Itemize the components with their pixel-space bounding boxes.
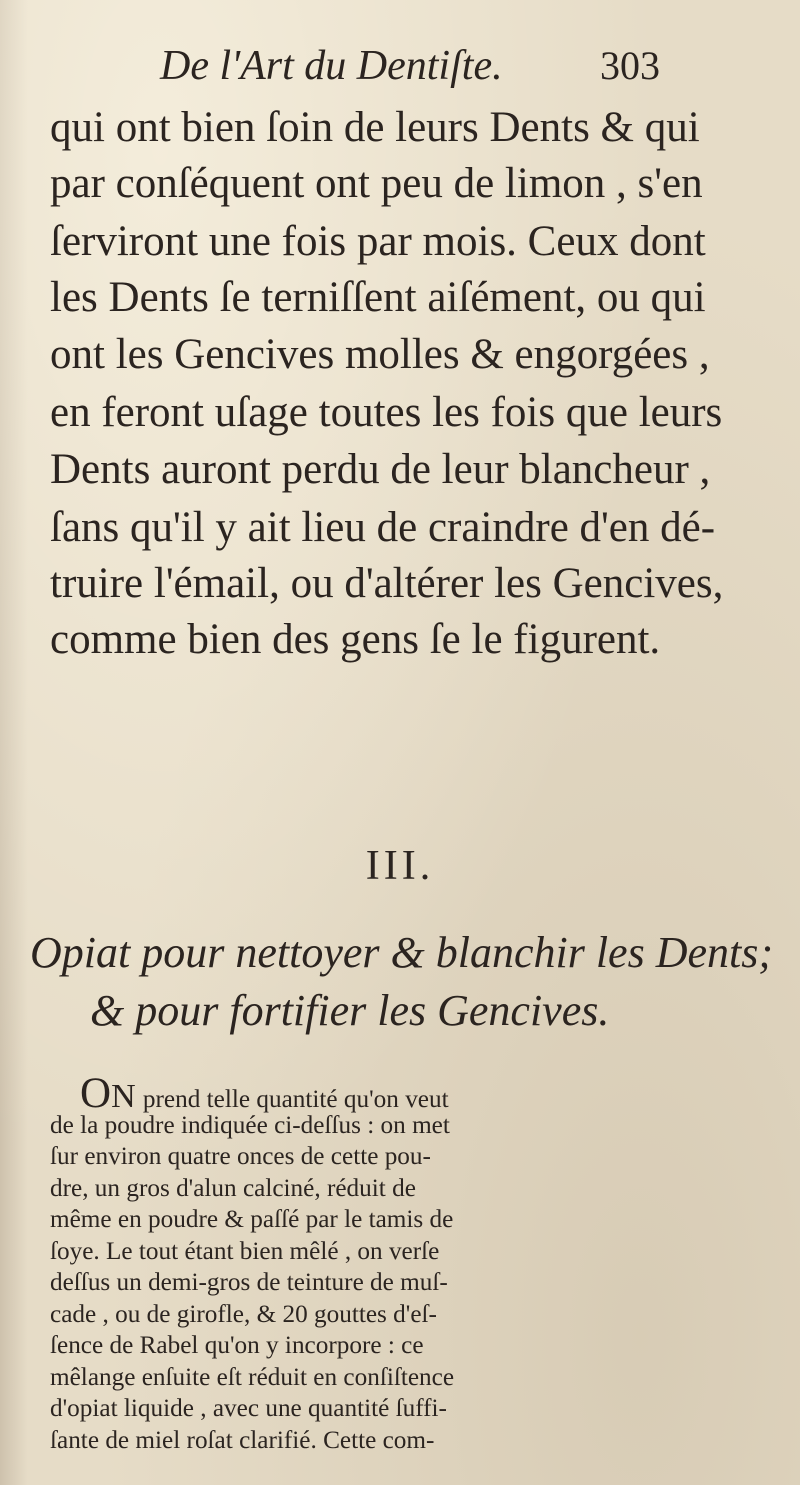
text-line: ſur environ quatre onces de cette pou- [50, 1143, 431, 1171]
text-line: cade , ou de girofle, & 20 gouttes d'eſ- [50, 1300, 437, 1328]
first-line-text: prend telle quantité qu'on veut [136, 1086, 449, 1113]
text-line: ſans qu'il y ait lieu de craindre d'en dé- [50, 504, 716, 551]
text-line: ſante de miel roſat clarifié. Cette com- [50, 1427, 435, 1454]
text-line: ſence de Rabel qu'on y incorpore : ce [50, 1332, 424, 1360]
text-line: par conſéquent ont peu de limon , s'en [50, 160, 703, 207]
small-caps-letter: N [111, 1078, 137, 1115]
text-line: comme bien des gens ſe le figurent. [50, 616, 661, 663]
running-title: De l'Art du Dentiſte. [160, 43, 503, 89]
text-line: en feront uſage toutes les fois que leurs [50, 389, 723, 436]
section-title-line: & pour fortifier les Gencives. [90, 986, 610, 1035]
section-number: III. [365, 843, 435, 889]
text-line: ſoye. Le tout étant bien mêlé , on verſe [50, 1237, 440, 1265]
text-line: même en poudre & paſſé par le tamis de [50, 1206, 454, 1234]
text-line: de la poudre indiquée ci-deſſus : on met [50, 1111, 450, 1139]
text-line: Dents auront perdu de leur blancheur , [50, 446, 711, 493]
initial-letter: O [80, 1070, 112, 1117]
text-line: mêlange enſuite eſt réduit en conſiſtence [50, 1363, 455, 1391]
page-header [0, 40, 800, 92]
page-number: 303 [600, 43, 660, 88]
text-line: ont les Gencives molles & engorgées , [50, 331, 710, 378]
text-line: ſerviront une fois par mois. Ceux dont [50, 218, 706, 265]
text-line: deſſus un demi-gros de teinture de muſ- [50, 1269, 448, 1297]
text-line: dre, un gros d'alun calciné, réduit de [50, 1174, 416, 1202]
text-line-first [80, 1070, 449, 1117]
text-line: d'opiat liquide , avec une quantité ſuffi- [50, 1395, 447, 1423]
section-title-line: Opiat pour nettoyer & blanchir les Dents; [30, 928, 774, 977]
text-line: les Dents ſe terniſſent aiſément, ou qui [50, 274, 706, 321]
text-line: truire l'émail, ou d'altérer les Gencives, [50, 560, 724, 607]
text-line: qui ont bien ſoin de leurs Dents & qui [50, 104, 700, 151]
